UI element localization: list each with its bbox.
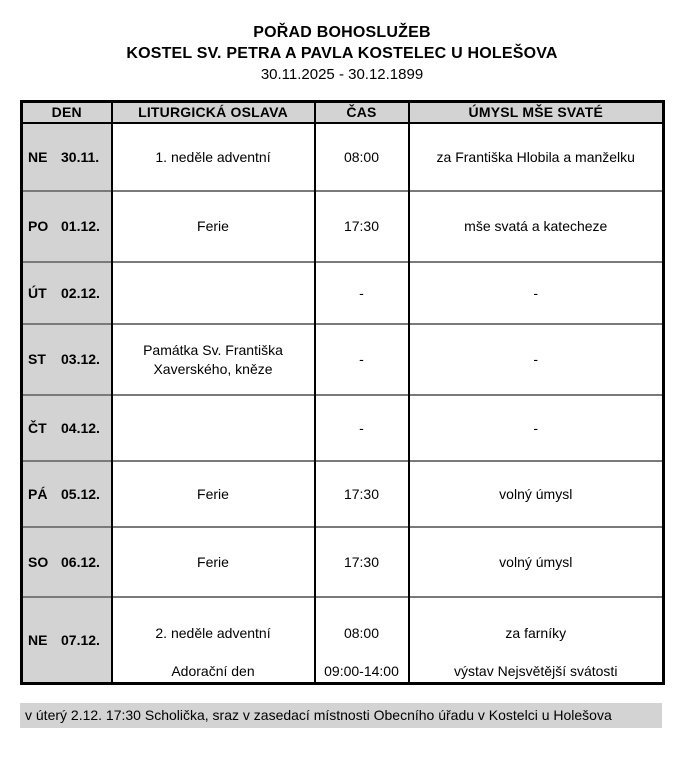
intention-cell: volný úmysl bbox=[409, 461, 664, 527]
page-title: POŘAD BOHOSLUŽEB bbox=[253, 24, 431, 41]
celebration-cell: 1. neděle adventní bbox=[112, 123, 315, 191]
day-cell bbox=[22, 461, 112, 527]
day-date: 07.12. bbox=[61, 631, 100, 648]
intention-line1: za farníky bbox=[505, 625, 567, 641]
table-header-row bbox=[22, 102, 664, 124]
time-cell: 17:30 bbox=[315, 191, 409, 262]
intention-line2: výstav Nejsvětější svátosti bbox=[454, 663, 618, 679]
header-umysl: ÚMYSL MŠE SVATÉ bbox=[409, 102, 664, 124]
intention-cell: mše svatá a katecheze bbox=[409, 191, 664, 262]
time-cell: 08:00 bbox=[315, 123, 409, 191]
day-cell bbox=[22, 191, 112, 262]
day-cell bbox=[22, 597, 112, 684]
intention-cell: za Františka Hlobila a manželku bbox=[409, 123, 664, 191]
table-row bbox=[22, 324, 664, 395]
table-row bbox=[22, 262, 664, 324]
table-row bbox=[22, 597, 664, 684]
table-row bbox=[22, 123, 664, 191]
date-range: 30.11.2025 - 30.12.1899 bbox=[260, 66, 424, 83]
celebration-cell bbox=[112, 597, 315, 684]
time-cell: 17:30 bbox=[315, 527, 409, 597]
schedule-table bbox=[20, 100, 665, 685]
day-date: 30.11. bbox=[61, 148, 100, 165]
time-cell: - bbox=[315, 395, 409, 461]
intention-cell bbox=[409, 597, 664, 684]
intention-cell: - bbox=[409, 262, 664, 324]
day-date: 06.12. bbox=[61, 553, 100, 570]
day-date: 03.12. bbox=[61, 351, 100, 367]
time-cell: - bbox=[315, 262, 409, 324]
celebration-cell: Památka Sv. Františka Xaverského, kněze bbox=[112, 324, 315, 395]
day-abbr: PÁ bbox=[28, 485, 48, 502]
church-name: KOSTEL SV. PETRA A PAVLA KOSTELEC U HOLEŠOVA bbox=[126, 45, 558, 62]
time-line2: 09:00-14:00 bbox=[324, 663, 399, 679]
day-date: 04.12. bbox=[61, 419, 100, 436]
header-cas: ČAS bbox=[315, 102, 409, 124]
title-block bbox=[0, 0, 684, 85]
day-cell bbox=[22, 527, 112, 597]
intention-cell: - bbox=[409, 395, 664, 461]
footer-note: v úterý 2.12. 17:30 Scholička, sraz v zasedací místnosti Obecního úřadu v Kostelci u Holešova bbox=[20, 703, 662, 728]
day-abbr: ČT bbox=[28, 419, 47, 436]
day-abbr: NE bbox=[28, 148, 48, 165]
table-row bbox=[22, 191, 664, 262]
day-date: 05.12. bbox=[61, 485, 100, 502]
day-date: 01.12. bbox=[61, 218, 100, 234]
day-date: 02.12. bbox=[61, 284, 100, 301]
day-cell bbox=[22, 262, 112, 324]
intention-cell: - bbox=[409, 324, 664, 395]
table-row bbox=[22, 395, 664, 461]
header-liturgicka-oslava: LITURGICKÁ OSLAVA bbox=[112, 102, 315, 124]
day-abbr: SO bbox=[28, 553, 49, 570]
day-cell bbox=[22, 395, 112, 461]
day-cell bbox=[22, 123, 112, 191]
day-abbr: NE bbox=[28, 631, 48, 648]
day-cell bbox=[22, 324, 112, 395]
celebration-line1: 2. neděle adventní bbox=[155, 625, 271, 641]
day-abbr: ST bbox=[28, 351, 46, 367]
celebration-cell: Ferie bbox=[112, 527, 315, 597]
celebration-cell bbox=[112, 395, 315, 461]
celebration-line2: Adorační den bbox=[171, 663, 255, 679]
celebration-cell: Ferie bbox=[112, 191, 315, 262]
celebration-cell bbox=[112, 262, 315, 324]
day-abbr: ÚT bbox=[28, 284, 47, 301]
time-line1: 08:00 bbox=[343, 625, 380, 641]
time-cell: - bbox=[315, 324, 409, 395]
celebration-cell: Ferie bbox=[112, 461, 315, 527]
table-row bbox=[22, 527, 664, 597]
time-cell bbox=[315, 597, 409, 684]
intention-cell: volný úmysl bbox=[409, 527, 664, 597]
time-cell: 17:30 bbox=[315, 461, 409, 527]
day-abbr: PO bbox=[28, 218, 49, 234]
table-row bbox=[22, 461, 664, 527]
header-den: DEN bbox=[22, 102, 112, 124]
